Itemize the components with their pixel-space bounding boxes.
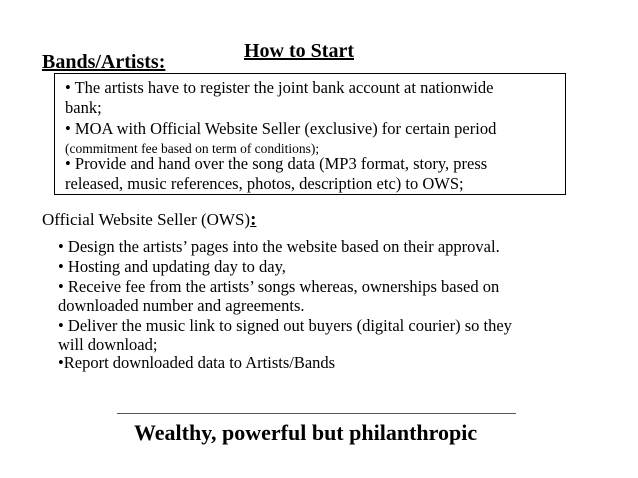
ows-line-6: will download;: [58, 335, 158, 354]
divider-line: [117, 413, 516, 414]
tagline: Wealthy, powerful but philanthropic: [134, 420, 478, 445]
ows-line-3: • Receive fee from the artists’ songs whereas, ownerships based on: [58, 277, 500, 296]
bands-line-6: released, music references, photos, description etc) to OWS;: [65, 174, 464, 193]
bands-line-1: • The artists have to register the joint bank account at nationwide: [65, 78, 494, 97]
page-title: How to Start: [244, 40, 354, 62]
ows-line-1: • Design the artists’ pages into the website based on their approval.: [58, 237, 500, 256]
bands-line-5: • Provide and hand over the song data (MP3 format, story, press: [65, 154, 488, 173]
bands-line-3: • MOA with Official Website Seller (exclusive) for certain period: [65, 119, 497, 138]
bands-artists-heading: Bands/Artists:: [42, 51, 166, 73]
bands-artists-box: [54, 73, 566, 195]
ows-line-2: • Hosting and updating day to day,: [58, 257, 286, 276]
bands-line-4: (commitment fee based on term of conditions);: [65, 141, 320, 156]
ows-line-7: •Report downloaded data to Artists/Bands: [58, 353, 336, 372]
ows-line-5: • Deliver the music link to signed out buyers (digital courier) so they: [58, 316, 512, 335]
ows-heading-text: Official Website Seller (OWS): [42, 210, 251, 229]
ows-heading-colon: :: [250, 209, 257, 230]
bands-line-2: bank;: [65, 98, 102, 117]
ows-heading: [42, 209, 256, 231]
ows-line-4: downloaded number and agreements.: [58, 296, 305, 315]
